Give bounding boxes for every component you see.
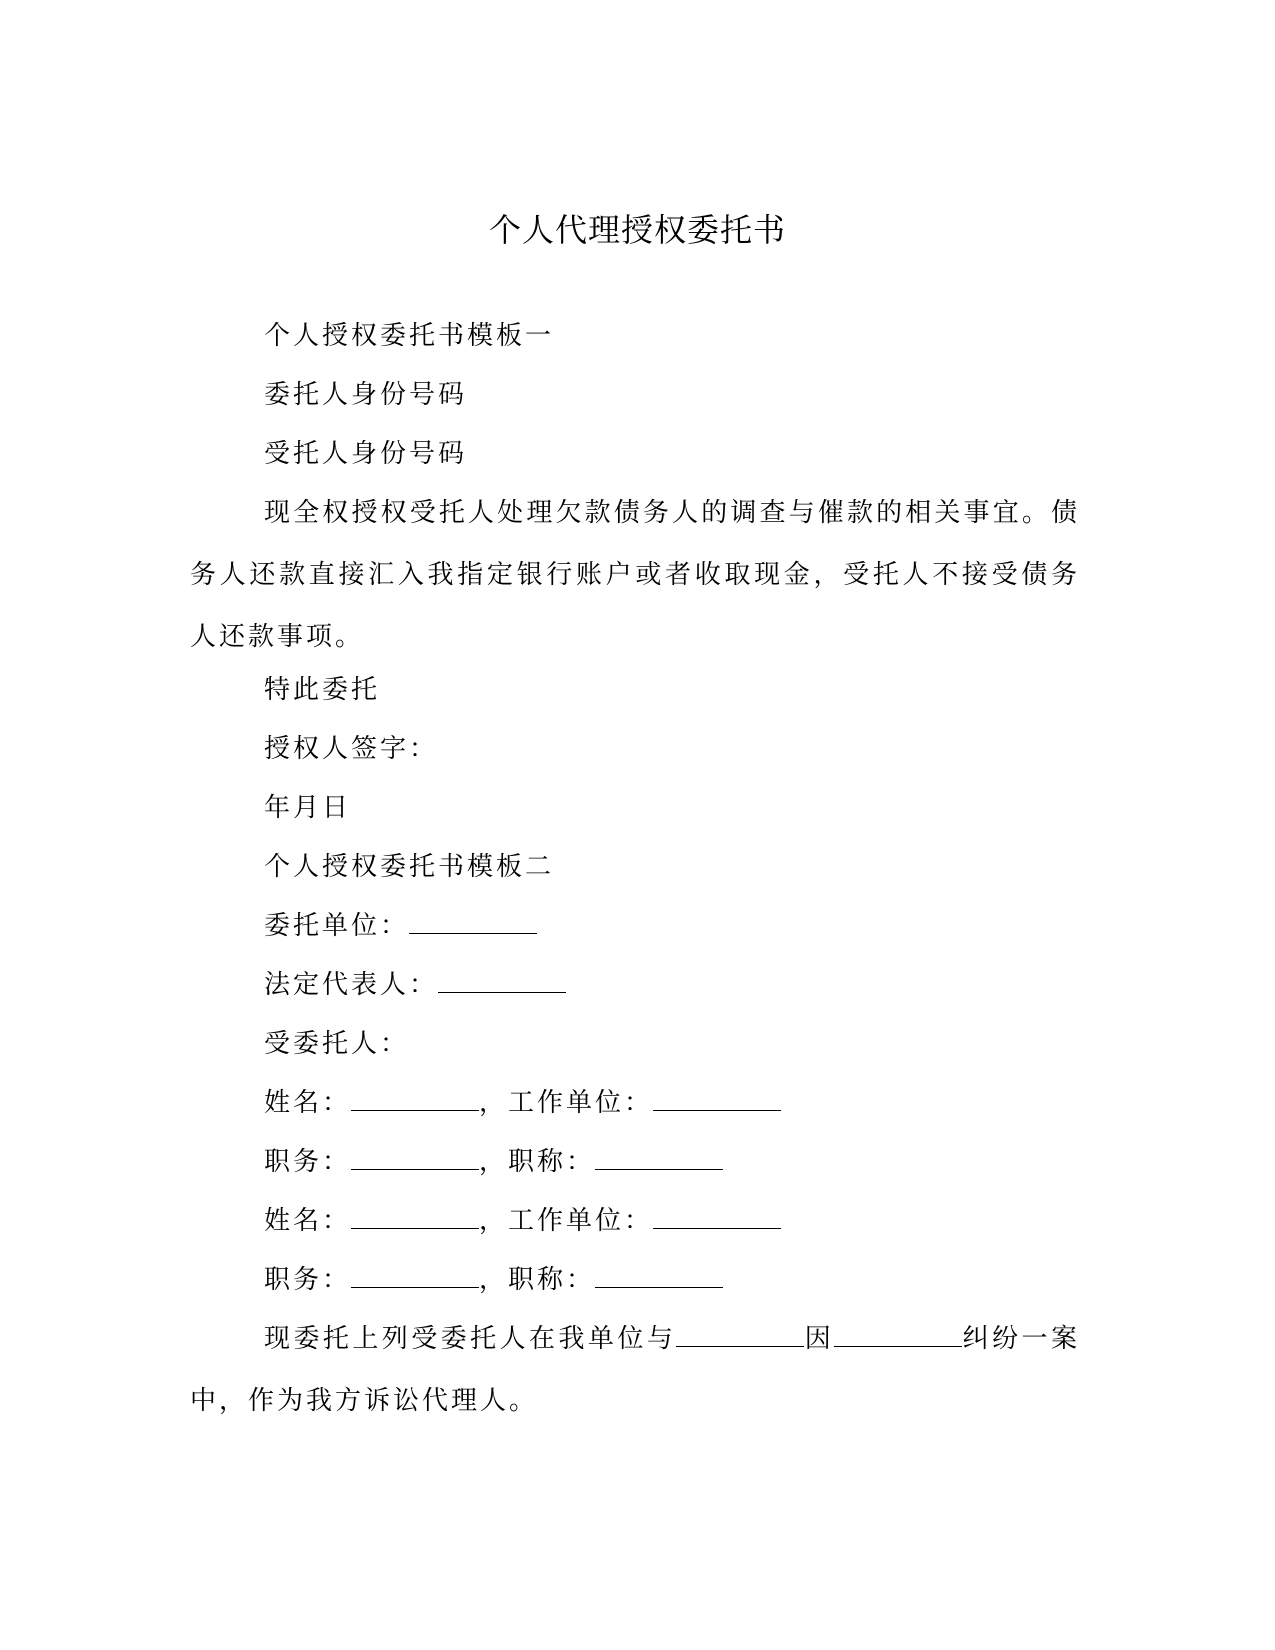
comma: ， bbox=[479, 1147, 509, 1177]
entrusted-persons-heading: 受委托人： bbox=[264, 1029, 410, 1059]
date-line: 年月日 bbox=[264, 793, 352, 823]
principal-id-line: 委托人身份号码 bbox=[264, 380, 468, 410]
rank-blank[interactable] bbox=[595, 1263, 723, 1288]
rank-label: 职称： bbox=[508, 1147, 596, 1177]
authorization-paragraph: 现全权授权受托人处理欠款债务人的调查与催款的相关事宜。债务人还款直接汇入我指定银行账户或者收取现金，受托人不接受债务人还款事项。 bbox=[190, 498, 1080, 652]
legal-representative-line bbox=[190, 954, 1080, 1016]
name-label: 姓名： bbox=[264, 1088, 352, 1118]
name-blank[interactable] bbox=[351, 1086, 479, 1111]
rank-label: 职称： bbox=[508, 1265, 596, 1295]
rank-blank[interactable] bbox=[595, 1145, 723, 1170]
work-unit-label: 工作单位： bbox=[508, 1206, 654, 1236]
legal-representative-blank[interactable] bbox=[438, 968, 566, 993]
legal-representative-label: 法定代表人： bbox=[264, 970, 439, 1000]
person-one-duty-line bbox=[190, 1131, 1080, 1193]
person-one-name-line bbox=[190, 1072, 1080, 1134]
template-one-heading: 个人授权委托书模板一 bbox=[264, 321, 555, 351]
entrusting-unit-blank[interactable] bbox=[409, 909, 537, 934]
duty-label: 职务： bbox=[264, 1147, 352, 1177]
hereby-entrust-line: 特此委托 bbox=[264, 675, 381, 705]
template-two-heading: 个人授权委托书模板二 bbox=[264, 852, 555, 882]
name-label: 姓名： bbox=[264, 1206, 352, 1236]
work-unit-label: 工作单位： bbox=[508, 1088, 654, 1118]
litigation-text-c: 纠纷一案中，作为我方诉讼代理人。 bbox=[190, 1324, 1080, 1416]
litigation-text-b: 因 bbox=[804, 1324, 835, 1354]
entrusting-unit-line bbox=[190, 895, 1080, 957]
dispute-cause-blank[interactable] bbox=[834, 1322, 962, 1347]
litigation-paragraph bbox=[190, 1308, 1080, 1432]
duty-blank[interactable] bbox=[351, 1145, 479, 1170]
signature-line: 授权人签字： bbox=[264, 734, 439, 764]
comma: ， bbox=[479, 1265, 509, 1295]
work-unit-blank[interactable] bbox=[653, 1086, 781, 1111]
opposing-party-blank[interactable] bbox=[676, 1322, 804, 1347]
duty-label: 职务： bbox=[264, 1265, 352, 1295]
duty-blank[interactable] bbox=[351, 1263, 479, 1288]
comma: ， bbox=[479, 1206, 509, 1236]
entrusting-unit-label: 委托单位： bbox=[264, 911, 410, 941]
litigation-text-a: 现委托上列受委托人在我单位与 bbox=[264, 1324, 677, 1354]
person-two-name-line bbox=[190, 1190, 1080, 1252]
agent-id-line: 受托人身份号码 bbox=[264, 439, 468, 469]
work-unit-blank[interactable] bbox=[653, 1204, 781, 1229]
document-title: 个人代理授权委托书 bbox=[488, 211, 786, 249]
person-two-duty-line bbox=[190, 1249, 1080, 1311]
comma: ， bbox=[479, 1088, 509, 1118]
name-blank[interactable] bbox=[351, 1204, 479, 1229]
